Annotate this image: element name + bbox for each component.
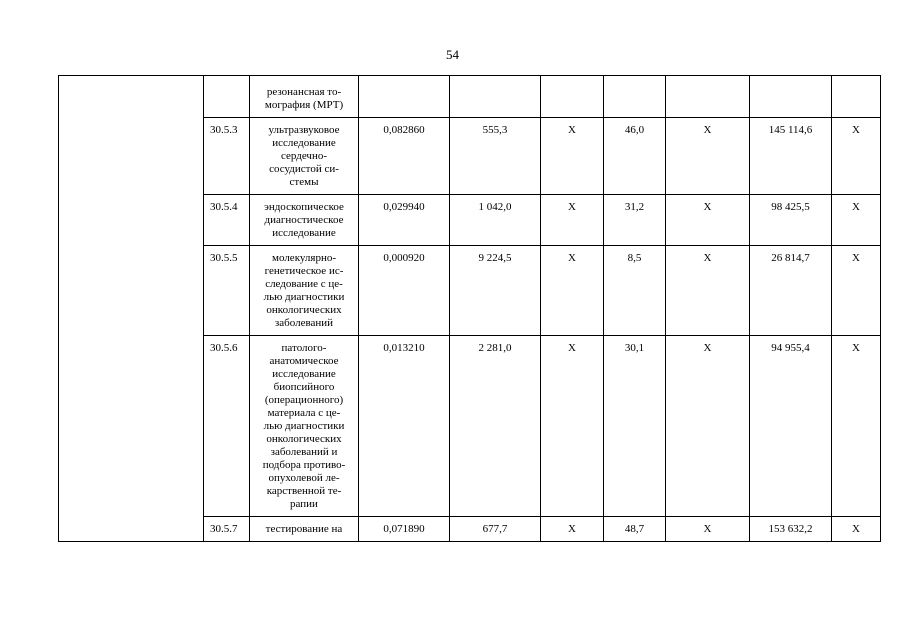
row-value: Х xyxy=(541,195,604,246)
row-value: 0,000920 xyxy=(359,246,450,336)
row-code: 30.5.5 xyxy=(204,246,250,336)
row-code: 30.5.6 xyxy=(204,336,250,517)
row-value: Х xyxy=(666,118,750,195)
row-value xyxy=(666,76,750,118)
section-cell xyxy=(59,76,204,542)
row-description: резонансная то- мография (МРТ) xyxy=(250,76,359,118)
row-value: Х xyxy=(541,336,604,517)
row-value: 8,5 xyxy=(604,246,666,336)
row-value: 1 042,0 xyxy=(450,195,541,246)
row-code: 30.5.4 xyxy=(204,195,250,246)
row-value: 31,2 xyxy=(604,195,666,246)
row-value: 9 224,5 xyxy=(450,246,541,336)
row-value xyxy=(832,76,881,118)
row-value: 0,071890 xyxy=(359,517,450,542)
row-value: Х xyxy=(541,517,604,542)
row-value: 46,0 xyxy=(604,118,666,195)
row-description: эндоскопическое диагностическое исследование xyxy=(250,195,359,246)
row-value xyxy=(750,76,832,118)
row-value: Х xyxy=(666,336,750,517)
row-value: Х xyxy=(666,517,750,542)
row-value: Х xyxy=(832,195,881,246)
row-value: Х xyxy=(541,118,604,195)
row-value: Х xyxy=(666,195,750,246)
row-value: Х xyxy=(832,517,881,542)
row-value: 677,7 xyxy=(450,517,541,542)
row-value: 30,1 xyxy=(604,336,666,517)
row-value: 0,029940 xyxy=(359,195,450,246)
row-description: ультразвуковое исследование сердечно- сосудистой си- стемы xyxy=(250,118,359,195)
row-description: патолого- анатомическое исследование биопсийного (операционного) материала с це- лью диагностики онкологических заболеваний и подбора противо- опухолевой ле- карственной те- рапии xyxy=(250,336,359,517)
row-value: Х xyxy=(832,246,881,336)
table-row xyxy=(59,76,881,118)
row-value: Х xyxy=(666,246,750,336)
row-value xyxy=(450,76,541,118)
row-value: Х xyxy=(541,246,604,336)
row-value xyxy=(541,76,604,118)
row-value: 555,3 xyxy=(450,118,541,195)
row-value: Х xyxy=(832,336,881,517)
row-description: тестирование на xyxy=(250,517,359,542)
row-value xyxy=(359,76,450,118)
row-value: 2 281,0 xyxy=(450,336,541,517)
row-code: 30.5.3 xyxy=(204,118,250,195)
row-value: 26 814,7 xyxy=(750,246,832,336)
data-table xyxy=(58,75,881,542)
row-value: 0,082860 xyxy=(359,118,450,195)
row-value: 153 632,2 xyxy=(750,517,832,542)
row-value: Х xyxy=(832,118,881,195)
row-code xyxy=(204,76,250,118)
row-value: 98 425,5 xyxy=(750,195,832,246)
row-value: 48,7 xyxy=(604,517,666,542)
row-value: 145 114,6 xyxy=(750,118,832,195)
row-value: 0,013210 xyxy=(359,336,450,517)
row-value: 94 955,4 xyxy=(750,336,832,517)
page-number: 54 xyxy=(446,47,459,62)
row-description: молекулярно- генетическое ис- следование с це- лью диагностики онкологических заболеваний xyxy=(250,246,359,336)
row-code: 30.5.7 xyxy=(204,517,250,542)
row-value xyxy=(604,76,666,118)
